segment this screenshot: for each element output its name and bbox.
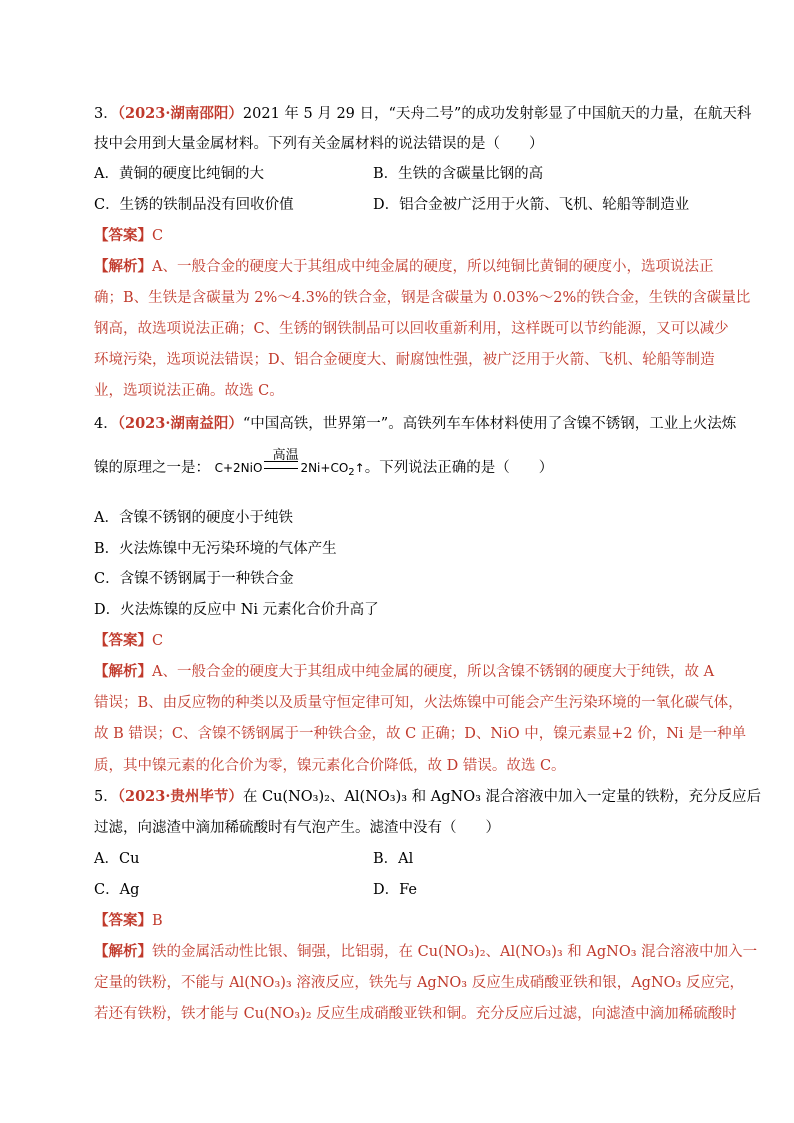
q5-option-a: A．Cu: [94, 851, 140, 867]
q4-answer-label: 【答案】: [94, 632, 152, 649]
q3-stem-line2: 技中会用到大量金属材料。下列有关金属材料的说法错误的是（ ）: [94, 136, 544, 152]
q4-option-d: D．火法炼镍的反应中 Ni 元素化合价升高了: [94, 602, 379, 618]
q3-source: （2023·湖南邵阳）: [117, 105, 243, 122]
eq-reactants: C+2NiO: [214, 461, 263, 475]
q4-analysis-line4: 质，其中镍元素的化合价为零，镍元素化合价降低，故 D 错误。故选 C。: [94, 758, 566, 774]
q4-stem-line2: [94, 448, 554, 478]
q5-analysis-label: 【解析】: [94, 943, 152, 960]
q4-option-b: B．火法炼镍中无污染环境的气体产生: [94, 541, 337, 557]
eq-products: 2Ni+CO: [300, 461, 349, 475]
q3-analysis-label: 【解析】: [94, 258, 152, 275]
chemical-equation: [214, 448, 365, 478]
q3-number: 3．: [94, 106, 118, 122]
q3-analysis-line2: 确；B、生铁是含碳量为 2%～4.3%的铁合金，钢是含碳量为 0.03%～2%的铁合金，生铁的含碳量比: [94, 290, 751, 306]
q5-analysis-text: 铁的金属活动性比银、铜强，比铝弱，在 Cu(NO₃)₂、Al(NO₃)₃ 和 AgNO₃ 混合溶液中加入一: [152, 944, 758, 960]
q5-option-b: B．Al: [373, 851, 414, 867]
q4-analysis-label: 【解析】: [94, 663, 152, 680]
q5-stem-line2: 过滤，向滤渣中滴加稀硫酸时有气泡产生。滤渣中没有（ ）: [94, 820, 500, 836]
q4-answer-value: C: [152, 633, 164, 649]
q3-option-a: A．黄铜的硬度比纯铜的大: [94, 166, 264, 182]
q4-analysis-line3: 故 B 错误；C、含镍不锈钢属于一种铁合金，故 C 正确；D、NiO 中，镍元素显+2 价，Ni 是一种单: [94, 726, 747, 742]
q5-stem-line1: [94, 787, 761, 807]
q4-analysis-text: A、一般合金的硬度大于其组成中纯金属的硬度，所以含镍不锈钢的硬度大于纯铁，故 A: [152, 664, 715, 680]
q3-analysis-line3: 钢高，故选项说法正确；C、生锈的钢铁制品可以回收重新利用，这样既可以节约能源，又可以减少: [94, 321, 729, 337]
q5-stem1: 在 Cu(NO₃)₂、Al(NO₃)₃ 和 AgNO₃ 混合溶液中加入一定量的铁粉，充分反应后: [242, 789, 762, 805]
q5-source: （2023·贵州毕节）: [117, 788, 243, 805]
q3-analysis-line4: 环境污染，选项说法错误；D、铝合金硬度大、耐腐蚀性强，被广泛用于火箭、飞机、轮船等制造: [94, 352, 715, 368]
q5-analysis-line3: 若还有铁粉，铁才能与 Cu(NO₃)₂ 反应生成硝酸亚铁和铜。充分反应后过滤，向滤渣中滴加稀硫酸时: [94, 1006, 737, 1022]
q4-stem2-pre: 镍的原理之一是：: [94, 460, 210, 476]
q5-analysis-line1: [94, 942, 757, 962]
q3-answer: [94, 226, 163, 246]
q5-answer-label: 【答案】: [94, 912, 152, 929]
q5-option-d: D．Fe: [373, 882, 417, 898]
eq-subscript: 2: [348, 467, 355, 478]
q3-stem1: 2021 年 5 月 29 日，“天舟二号”的成功发射彰显了中国航天的力量，在航天科: [242, 106, 752, 122]
eq-condition: 高温: [272, 448, 299, 463]
q3-option-c: C．生锈的铁制品没有回收价值: [94, 197, 294, 213]
q3-answer-label: 【答案】: [94, 227, 152, 244]
q5-analysis-line2: 定量的铁粉，不能与 Al(NO₃)₃ 溶液反应，铁先与 AgNO₃ 反应生成硝酸亚铁和银，AgNO₃ 反应完，: [94, 975, 744, 991]
q3-stem-line1: [94, 104, 751, 124]
q4-analysis-line1: [94, 662, 714, 682]
gas-up-arrow-icon: ↑: [354, 461, 365, 475]
q4-option-a: A．含镍不锈钢的硬度小于纯铁: [94, 510, 293, 526]
q4-source: （2023·湖南益阳）: [117, 415, 243, 432]
q3-answer-value: C: [152, 228, 164, 244]
q3-analysis-line1: [94, 257, 713, 277]
q4-stem2-post: 。下列说法正确的是（ ）: [364, 460, 554, 476]
q3-analysis-line5: 业，选项说法正确。故选 C。: [94, 383, 284, 399]
q3-option-b: B．生铁的含碳量比钢的高: [373, 166, 544, 182]
q4-analysis-line2: 错误；B、由反应物的种类以及质量守恒定律可知，火法炼镍中可能会产生污染环境的一氧化碳气体，: [94, 695, 743, 711]
q5-answer-value: B: [152, 913, 163, 929]
q4-number: 4．: [94, 416, 118, 432]
q5-option-c: C．Ag: [94, 882, 140, 898]
q4-option-c: C．含镍不锈钢属于一种铁合金: [94, 571, 294, 587]
q5-number: 5．: [94, 789, 118, 805]
q5-answer: [94, 911, 163, 931]
q4-stem-line1: [94, 414, 736, 434]
q4-answer: [94, 631, 163, 651]
q3-option-d: D．铝合金被广泛用于火箭、飞机、轮船等制造业: [373, 197, 690, 213]
q4-stem1: “中国高铁，世界第一”。高铁列车车体材料使用了含镍不锈钢，工业上火法炼: [242, 416, 737, 432]
q3-analysis-text: A、一般合金的硬度大于其组成中纯金属的硬度，所以纯铜比黄铜的硬度小，选项说法正: [152, 259, 714, 275]
